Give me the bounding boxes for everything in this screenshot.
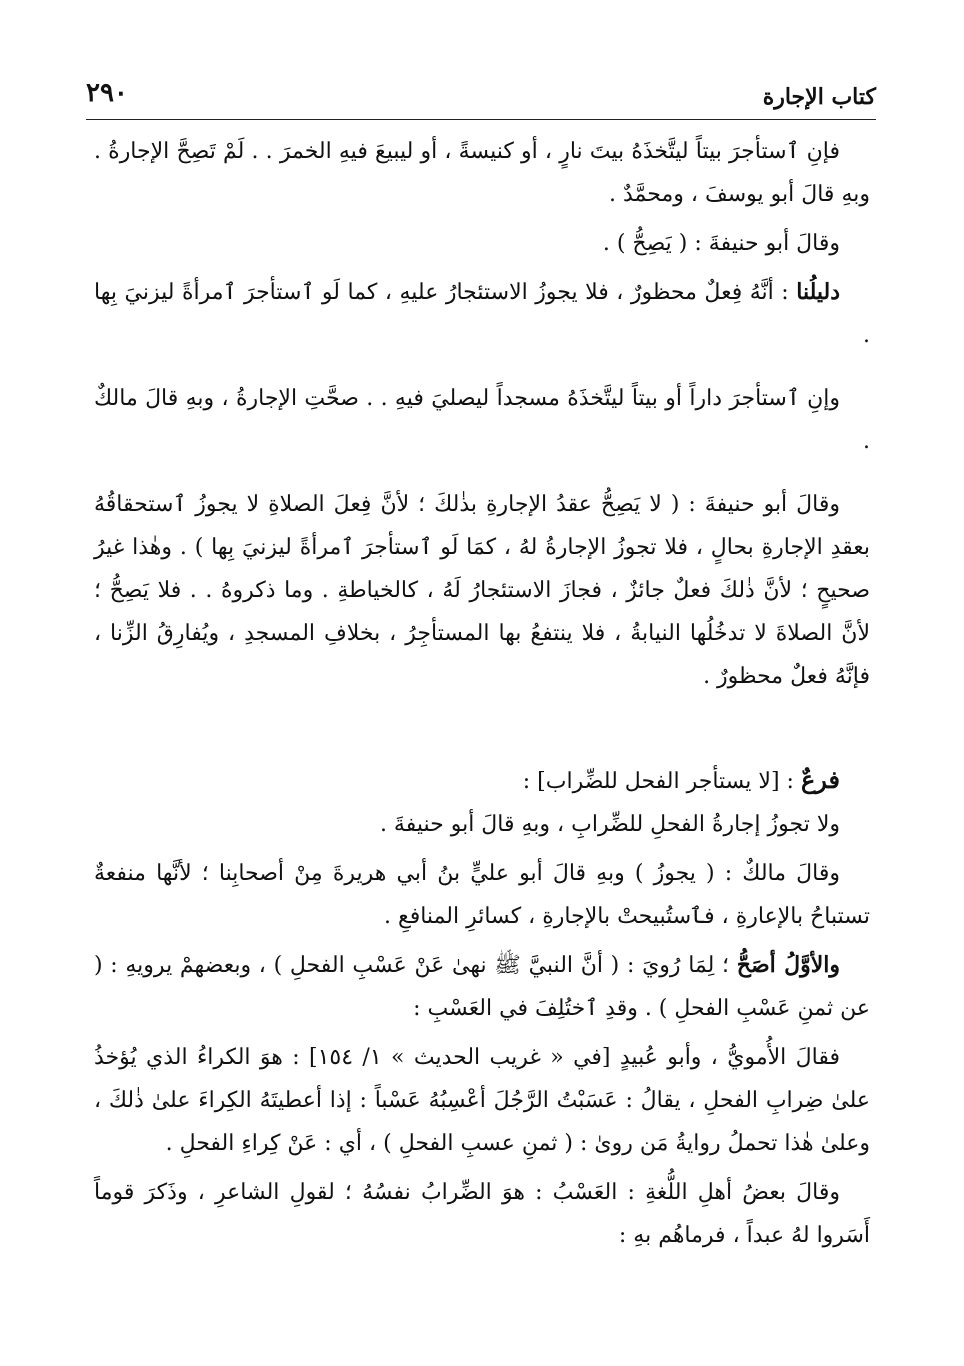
paragraph-lead: دليلُنا	[796, 279, 840, 305]
paragraph-text: فقالَ الأُمويُّ ، وأبو عُبيدٍ [في « غريب الحديث » ١/ ١٥٤] : هوَ الكراءُ الذي يُؤخذُ علىٰ ضِرابِ الفحلِ ، يقالُ : عَسَبْتُ الرَّجُلَ أعْسِبُهُ عَسْباً : إذا أعطيتَهُ الكِراءَ علىٰ ذٰلكَ ، وعلىٰ هٰذا تحملُ روايةُ مَن روىٰ : ( ثمنِ عسبِ الفحلِ ) ، أي : عَنْ كِراءِ الفحلِ .	[94, 1045, 870, 1156]
book-title: كتاب الإجارة	[762, 84, 876, 110]
paragraph-text: : أنَّهُ فِعلٌ محظورٌ ، فلا يجوزُ الاستئجارُ عليهِ ، كما لَو ٱستأجرَ ٱمرأةً ليزنيَ بِها .	[94, 280, 870, 348]
paragraph	[94, 1036, 870, 1165]
paragraph	[94, 944, 870, 1030]
page-body	[94, 130, 870, 1257]
paragraph-text: وإنِ ٱستأجرَ داراً أو بيتاً ليتَّخذَهُ مسجداً ليصليَ فيهِ . . صحَّتِ الإجارةُ ، وبهِ قالَ مالكٌ .	[94, 386, 870, 454]
paragraph	[94, 852, 870, 938]
section-heading-text: : [لا يستأجر الفحل للضِّراب] :	[522, 769, 801, 794]
header-divider	[86, 119, 876, 120]
paragraph-text: وقالَ أبو حنيفةَ : ( لا يَصِحُّ عقدُ الإجارةِ بذٰلكَ ؛ لأنَّ فِعلَ الصلاةِ لا يجوزُ ٱستحقاقُهُ بعقدِ الإجارةِ بحالٍ ، فلا تجوزُ الإجارةُ لهُ ، كمَا لَو ٱستأجرَ ٱمرأةً ليزنيَ بِها ) . وهٰذا غيرُ صحيحٍ ؛ لأنَّ ذٰلكَ فعلٌ جائزٌ ، فجازَ الاستئجارُ لَهُ ، كالخياطةِ . وما ذكروهُ . . فلا يَصِحُّ ؛ لأنَّ الصلاةَ لا تدخُلُها النيابةُ ، فلا ينتفعُ بها المستأجِرُ ، بخلافِ المسجدِ ، ويُفارِقُ الزِّنا ، فإنَّهُ فعلٌ محظورٌ .	[94, 492, 870, 689]
page-number: ٢٩٠	[86, 78, 128, 108]
paragraph	[94, 222, 870, 265]
paragraph-text: وقالَ بعضُ أهلِ اللُّغةِ : العَسْبُ : هوَ الضِّرابُ نفسُهُ ؛ لقولِ الشاعرِ ، وذَكرَ قوماً أَسَروا لهُ عبداً ، فرماهُم بهِ :	[94, 1180, 870, 1248]
section-heading-lead: فرعٌ	[800, 765, 840, 794]
paragraph	[94, 130, 870, 216]
paragraph-text: ؛ لِمَا رُويَ : ( أنَّ النبيَّ ﷺ نهىٰ عَنْ عَسْبِ الفحلِ ) ، وبعضهمْ يرويهِ : ( عن ثمنِ عَسْبِ الفحلِ ) . وقدِ ٱختُلِفَ في العَسْبِ :	[94, 953, 870, 1021]
paragraph	[94, 271, 870, 357]
paragraph-text: ولا تجوزُ إجارةُ الفحلِ للضِّرابِ ، وبهِ قالَ أبو حنيفةَ .	[379, 812, 840, 837]
page-header	[86, 78, 876, 118]
paragraph-lead: والأوَّلُ أصَحُّ	[736, 952, 840, 978]
paragraph-text: وقالَ أبو حنيفةَ : ( يَصِحُّ ) .	[602, 231, 840, 256]
paragraph-text: وقالَ مالكٌ : ( يجوزُ ) وبهِ قالَ أبو عليٍّ بنُ أبي هريرةَ مِنْ أصحابِنا ؛ لأنَّها منفعةٌ تستباحُ بالإعارةِ ، فٱستُبيحتْ بالإجارةِ ، كسائرِ المنافعِ .	[94, 861, 870, 929]
section-heading	[94, 758, 870, 803]
paragraph	[94, 377, 870, 463]
paragraph-text: فإنِ ٱستأجرَ بيتاً ليتَّخذَهُ بيتَ نارٍ ، أو كنيسةً ، أو ليبيعَ فيهِ الخمرَ . . لَمْ تَصِحَّ الإجارةُ . وبهِ قالَ أبو يوسفَ ، ومحمَّدٌ .	[94, 139, 870, 207]
paragraph	[94, 1171, 870, 1257]
paragraph	[94, 803, 870, 846]
paragraph	[94, 483, 870, 698]
